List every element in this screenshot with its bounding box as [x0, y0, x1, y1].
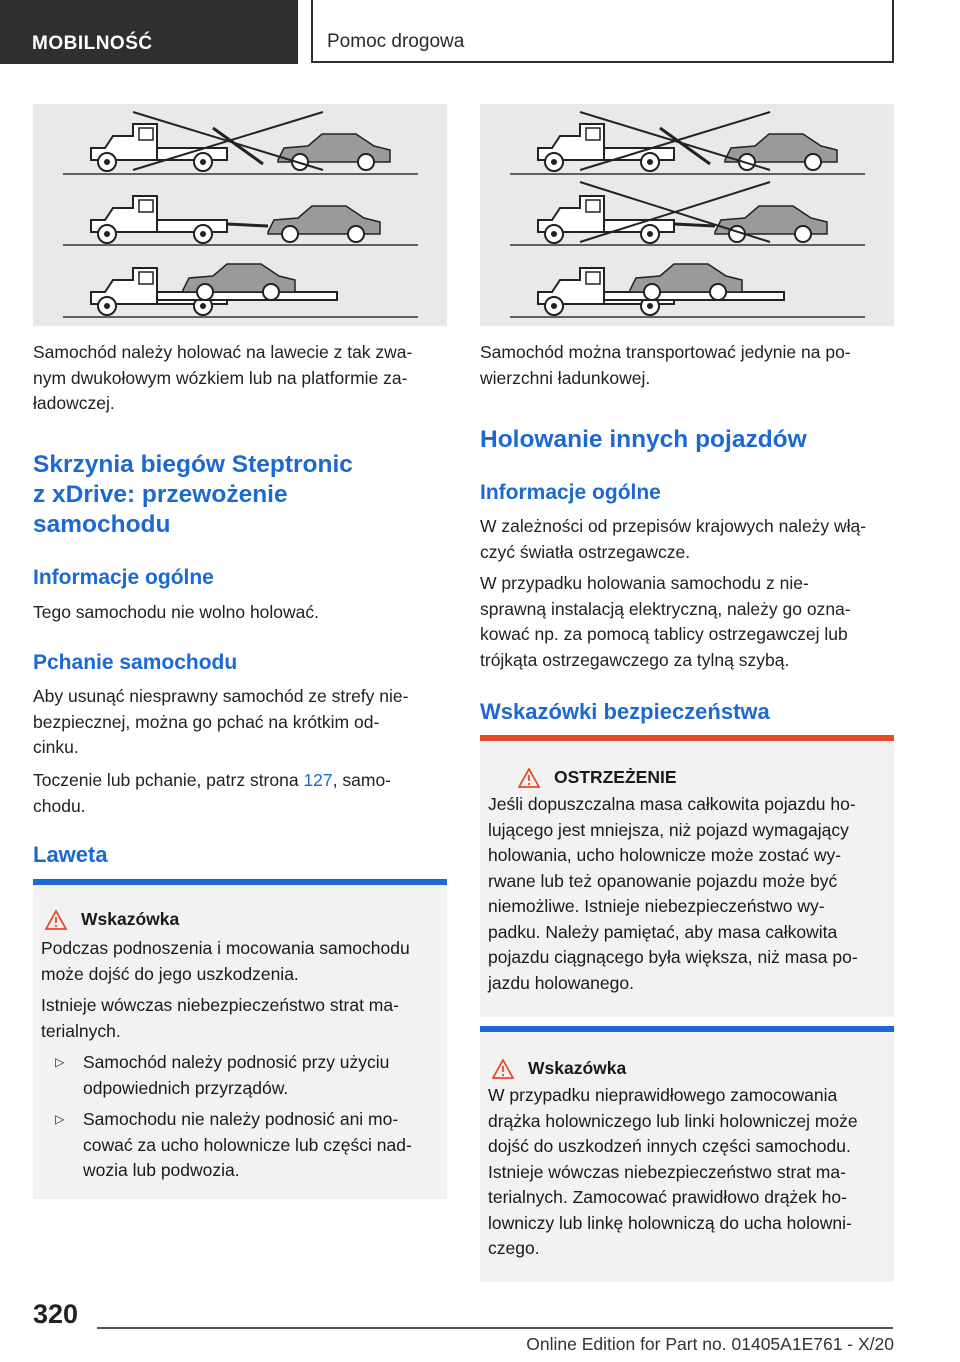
text-line: wozia lub podwozia.	[83, 1160, 240, 1180]
text-line: terialnych.	[41, 1020, 121, 1041]
bullet-item	[55, 1050, 439, 1101]
text-line: lującego jest mniejsza, niż pojazd wymagający	[488, 819, 849, 840]
text-line: odpowiednich przyrządów.	[83, 1077, 289, 1098]
title-line: samochodu	[33, 511, 171, 538]
note-box-laweta	[33, 879, 447, 1199]
bullet-triangle-icon: ▷	[55, 1055, 65, 1069]
subheading-info-general-right: Informacje ogólne	[480, 481, 661, 504]
text-line: kować np. za pomocą tablicy ostrzegawczej lub	[480, 624, 848, 644]
header-section-label: MOBILNOŚĆ	[32, 33, 153, 54]
title-line: z xDrive: przewożenie	[33, 481, 288, 508]
section-title-towing-other: Holowanie innych pojazdów	[480, 426, 807, 453]
title-line: Skrzynia biegów Steptronic	[33, 451, 353, 478]
right-figure-caption	[480, 340, 894, 391]
text-line: Samochód należy holować na lawecie z tak zwa-	[33, 342, 413, 362]
text-line: Samochód można transportować jedynie na po-	[480, 342, 851, 362]
text-line: pojazdu ciągnącego była większa, niż masa po-	[488, 947, 858, 967]
left-figure-caption	[33, 340, 447, 417]
note-title-text: Wskazówka	[528, 1058, 627, 1078]
text-fragment: Toczenie lub pchanie, patrz strona	[33, 770, 304, 790]
page-number: 320	[33, 1299, 79, 1329]
note-title-text: Wskazówka	[81, 909, 180, 929]
text-line: Istnieje wówczas niebezpieczeństwo strat ma-	[488, 1161, 846, 1182]
text-line: czego.	[488, 1238, 540, 1258]
bullet-item	[55, 1107, 439, 1184]
footer-edition: Online Edition for Part no. 01405A1E761 - X/20	[526, 1334, 894, 1354]
info-text	[33, 600, 447, 626]
note-box-right	[480, 1026, 894, 1282]
text-line: Samochód należy podnosić przy użyciu	[83, 1052, 390, 1072]
warning-box	[480, 735, 894, 1017]
section-title-laweta: Laweta	[33, 842, 108, 867]
towing-illustration-left	[33, 104, 447, 326]
push-text	[33, 684, 447, 761]
text-line: cować za ucho holownicze lub części nad-	[83, 1134, 412, 1155]
header-title: Pomoc drogowa	[327, 31, 465, 52]
towing-illustration-right	[480, 104, 894, 326]
text-line: W przypadku nieprawidłowego zamocowania	[488, 1085, 838, 1105]
text-line: chodu.	[33, 795, 86, 816]
warning-title-text: OSTRZEŻENIE	[554, 767, 677, 787]
subheading-pushing: Pchanie samochodu	[33, 651, 238, 674]
info-text-right	[480, 514, 894, 673]
text-line: ładowczej.	[33, 393, 115, 413]
note-title	[488, 1058, 886, 1079]
warning-triangle-icon	[492, 1059, 514, 1079]
text-line: jazdu holowanego.	[488, 972, 634, 993]
page-link[interactable]: 127	[303, 770, 333, 790]
text-line: Podczas podnoszenia i mocowania samochodu	[41, 938, 410, 958]
text-line: może dojść do jego uszkodzenia.	[41, 963, 299, 984]
warning-triangle-icon	[45, 910, 67, 930]
text-line: bezpiecznej, można go pchać na krótkim od-	[33, 711, 380, 732]
text-line: Aby usunąć niesprawny samochód ze strefy nie-	[33, 686, 409, 706]
warning-triangle-icon	[518, 768, 540, 788]
text-line: cinku.	[33, 737, 79, 757]
bullet-triangle-icon: ▷	[55, 1112, 65, 1126]
text-line: holowania, ucho holownicze może zostać wy-	[488, 845, 842, 865]
text-line: czyć światła ostrzegawcze.	[480, 541, 691, 562]
text-line: wierzchni ładunkowej.	[480, 367, 651, 388]
text-line: niemożliwe. Istnieje niebezpieczeństwo wy-	[488, 896, 825, 916]
footer-divider	[97, 1327, 893, 1329]
text-line: W przypadku holowania samochodu z nie-	[480, 573, 809, 593]
text-line: padku. Należy pamiętać, aby masa całkowita	[488, 921, 838, 942]
text-line: Tego samochodu nie wolno holować.	[33, 602, 320, 622]
text-line: lowniczy lub linkę holowniczą do ucha holowni-	[488, 1212, 852, 1233]
text-line: Jeśli dopuszczalna masa całkowita pojazdu ho-	[488, 794, 856, 814]
text-line: drążka holowniczego lub linki holowniczej może	[488, 1110, 858, 1131]
text-line: dojść do uszkodzeń innych części samochodu.	[488, 1136, 851, 1156]
text-line: rwane lub też opanowanie pojazdu może być	[488, 870, 838, 891]
text-line: W zależności od przepisów krajowych należy włą-	[480, 516, 867, 536]
text-line: nym dwukołowym wózkiem lub na platformie za-	[33, 367, 408, 388]
note-title	[41, 909, 439, 930]
text-line: sprawną instalacją elektryczną, należy go ozna-	[480, 598, 851, 619]
subheading-info-general: Informacje ogólne	[33, 566, 214, 589]
roll-text	[33, 768, 447, 819]
warning-title	[488, 767, 886, 788]
header-section-tab	[0, 0, 298, 64]
section-title-safety: Wskazówki bezpieczeństwa	[480, 699, 770, 724]
text-line: terialnych. Zamocować prawidłowo drążek ho-	[488, 1187, 847, 1207]
section-title-steptronic	[33, 450, 447, 540]
text-line: Samochodu nie należy podnosić ani mo-	[83, 1109, 399, 1129]
text-line: Istnieje wówczas niebezpieczeństwo strat ma-	[41, 995, 399, 1015]
header-title-box	[311, 0, 894, 63]
text-fragment: , samo-	[332, 770, 392, 790]
text-line: trójkąta ostrzegawczego za tylną szybą.	[480, 649, 790, 670]
